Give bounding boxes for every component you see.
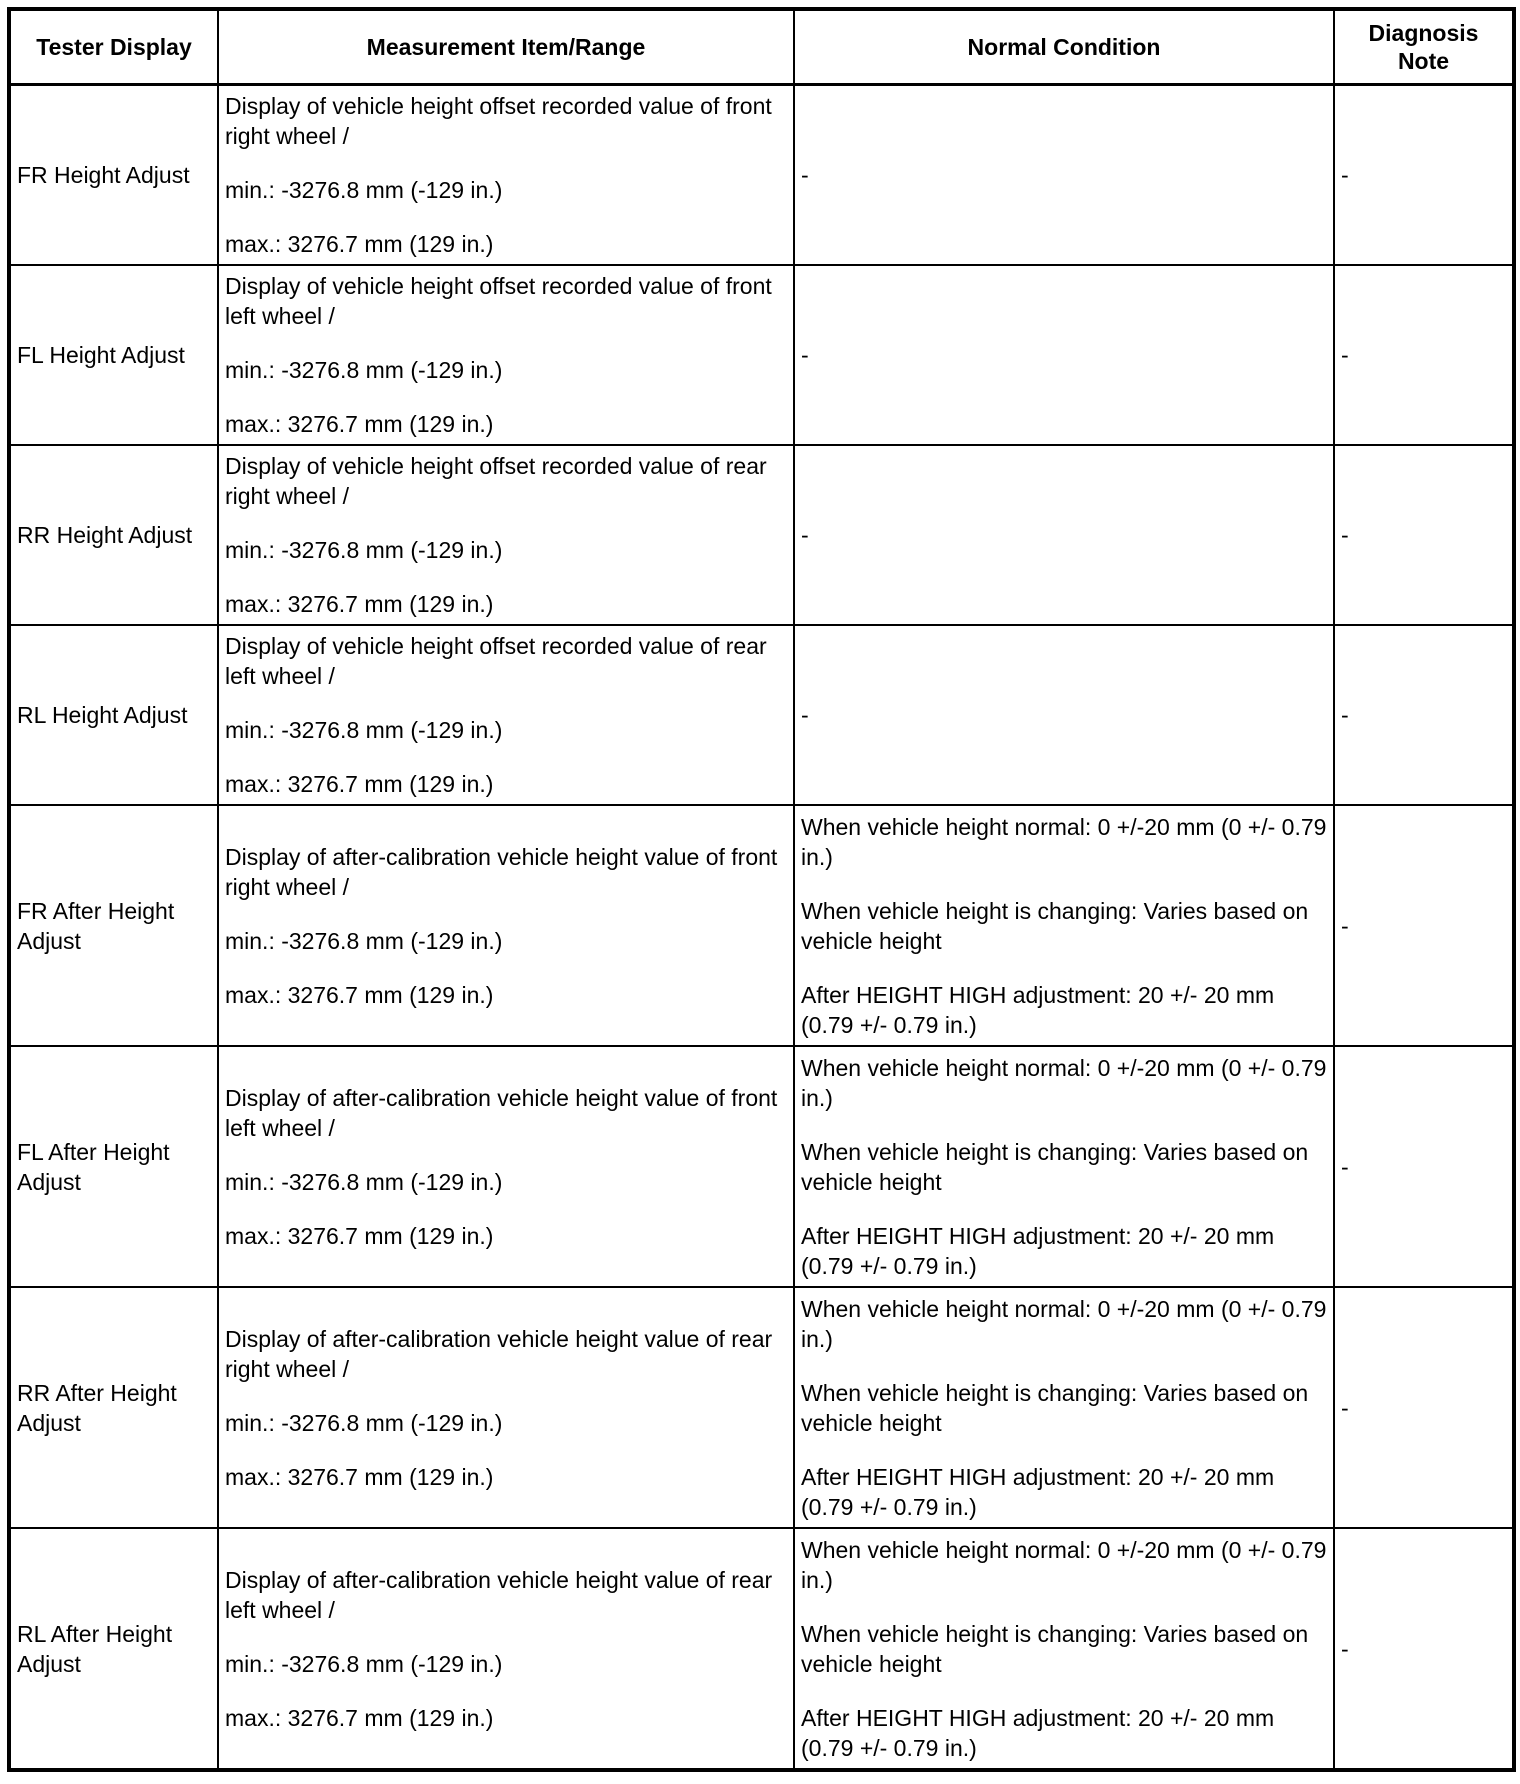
measurement-cell xyxy=(218,805,794,1046)
data-list-table xyxy=(7,7,1516,1772)
measurement-cell xyxy=(218,85,794,266)
tester-display-cell: RR Height Adjust xyxy=(9,445,218,625)
measurement-max: max.: 3276.7 mm (129 in.) xyxy=(225,981,494,1008)
measurement-max: max.: 3276.7 mm (129 in.) xyxy=(225,411,494,437)
measurement-min: min.: -3276.8 mm (-129 in.) xyxy=(225,1650,503,1677)
tester-display-cell: RL Height Adjust xyxy=(9,625,218,805)
diagnosis-note-cell: - xyxy=(1334,1287,1514,1528)
measurement-max: max.: 3276.7 mm (129 in.) xyxy=(225,1463,494,1490)
diagnosis-note-cell: - xyxy=(1334,805,1514,1046)
measurement-max: max.: 3276.7 mm (129 in.) xyxy=(225,591,494,617)
tester-display-cell: RL After Height Adjust xyxy=(9,1528,218,1770)
normal-condition-cell xyxy=(794,805,1334,1046)
normal-condition-normal: When vehicle height normal: 0 +/-20 mm (0 +/- 0.79 in.) xyxy=(801,1295,1327,1352)
normal-condition-high: After HEIGHT HIGH adjustment: 20 +/- 20 mm (0.79 +/- 0.79 in.) xyxy=(801,981,1275,1038)
measurement-cell xyxy=(218,1528,794,1770)
measurement-max: max.: 3276.7 mm (129 in.) xyxy=(225,1704,494,1731)
header-normal-condition: Normal Condition xyxy=(794,9,1334,85)
normal-condition-cell: - xyxy=(794,445,1334,625)
normal-condition-normal: When vehicle height normal: 0 +/-20 mm (0 +/- 0.79 in.) xyxy=(801,813,1327,870)
diagnosis-note-cell: - xyxy=(1334,265,1514,445)
measurement-cell xyxy=(218,625,794,805)
normal-condition-changing: When vehicle height is changing: Varies based on vehicle height xyxy=(801,1379,1309,1436)
table-row xyxy=(9,1528,1514,1770)
normal-condition-cell xyxy=(794,1046,1334,1287)
table-row xyxy=(9,1287,1514,1528)
header-tester-display: Tester Display xyxy=(9,9,218,85)
tester-display-cell: FL Height Adjust xyxy=(9,265,218,445)
measurement-min: min.: -3276.8 mm (-129 in.) xyxy=(225,177,503,203)
measurement-description: Display of after-calibration vehicle height value of front right wheel / xyxy=(225,843,778,900)
header-measurement-item-range: Measurement Item/Range xyxy=(218,9,794,85)
measurement-max: max.: 3276.7 mm (129 in.) xyxy=(225,771,494,797)
measurement-description: Display of vehicle height offset recorded value of front right wheel / xyxy=(225,93,772,149)
tester-display-cell: FR After Height Adjust xyxy=(9,805,218,1046)
normal-condition-cell: - xyxy=(794,625,1334,805)
table-row xyxy=(9,805,1514,1046)
table-row xyxy=(9,265,1514,445)
measurement-cell xyxy=(218,445,794,625)
diagnosis-note-cell: - xyxy=(1334,445,1514,625)
measurement-description: Display of vehicle height offset recorded value of rear right wheel / xyxy=(225,453,767,509)
measurement-description: Display of vehicle height offset recorded value of front left wheel / xyxy=(225,273,772,329)
normal-condition-normal: When vehicle height normal: 0 +/-20 mm (0 +/- 0.79 in.) xyxy=(801,1054,1327,1111)
measurement-max: max.: 3276.7 mm (129 in.) xyxy=(225,231,494,257)
normal-condition-cell xyxy=(794,1528,1334,1770)
measurement-cell xyxy=(218,1046,794,1287)
diagnosis-note-cell: - xyxy=(1334,1528,1514,1770)
measurement-cell xyxy=(218,1287,794,1528)
table-row xyxy=(9,1046,1514,1287)
table-row xyxy=(9,625,1514,805)
normal-condition-cell xyxy=(794,1287,1334,1528)
tester-display-cell: RR After Height Adjust xyxy=(9,1287,218,1528)
normal-condition-normal: When vehicle height normal: 0 +/-20 mm (0 +/- 0.79 in.) xyxy=(801,1536,1327,1593)
diagnosis-note-cell: - xyxy=(1334,85,1514,266)
normal-condition-high: After HEIGHT HIGH adjustment: 20 +/- 20 mm (0.79 +/- 0.79 in.) xyxy=(801,1463,1275,1520)
measurement-min: min.: -3276.8 mm (-129 in.) xyxy=(225,1409,503,1436)
measurement-description: Display of after-calibration vehicle height value of rear left wheel / xyxy=(225,1566,773,1623)
tester-display-cell: FL After Height Adjust xyxy=(9,1046,218,1287)
measurement-description: Display of vehicle height offset recorded value of rear left wheel / xyxy=(225,633,767,689)
measurement-max: max.: 3276.7 mm (129 in.) xyxy=(225,1222,494,1249)
measurement-cell xyxy=(218,265,794,445)
normal-condition-high: After HEIGHT HIGH adjustment: 20 +/- 20 mm (0.79 +/- 0.79 in.) xyxy=(801,1704,1275,1761)
normal-condition-changing: When vehicle height is changing: Varies based on vehicle height xyxy=(801,1620,1309,1677)
diagnosis-note-cell: - xyxy=(1334,1046,1514,1287)
tester-display-cell: FR Height Adjust xyxy=(9,85,218,266)
measurement-description: Display of after-calibration vehicle height value of front left wheel / xyxy=(225,1084,778,1141)
measurement-description: Display of after-calibration vehicle height value of rear right wheel / xyxy=(225,1325,773,1382)
normal-condition-changing: When vehicle height is changing: Varies based on vehicle height xyxy=(801,1138,1309,1195)
measurement-min: min.: -3276.8 mm (-129 in.) xyxy=(225,927,503,954)
measurement-min: min.: -3276.8 mm (-129 in.) xyxy=(225,357,503,383)
table-row xyxy=(9,85,1514,266)
document-page xyxy=(7,7,1516,1772)
normal-condition-cell: - xyxy=(794,265,1334,445)
header-diagnosis-note: Diagnosis Note xyxy=(1334,9,1514,85)
normal-condition-cell: - xyxy=(794,85,1334,266)
diagnosis-note-cell: - xyxy=(1334,625,1514,805)
normal-condition-changing: When vehicle height is changing: Varies based on vehicle height xyxy=(801,897,1309,954)
measurement-min: min.: -3276.8 mm (-129 in.) xyxy=(225,537,503,563)
measurement-min: min.: -3276.8 mm (-129 in.) xyxy=(225,1168,503,1195)
table-row xyxy=(9,445,1514,625)
normal-condition-high: After HEIGHT HIGH adjustment: 20 +/- 20 mm (0.79 +/- 0.79 in.) xyxy=(801,1222,1275,1279)
table-header-row xyxy=(9,9,1514,85)
measurement-min: min.: -3276.8 mm (-129 in.) xyxy=(225,717,503,743)
